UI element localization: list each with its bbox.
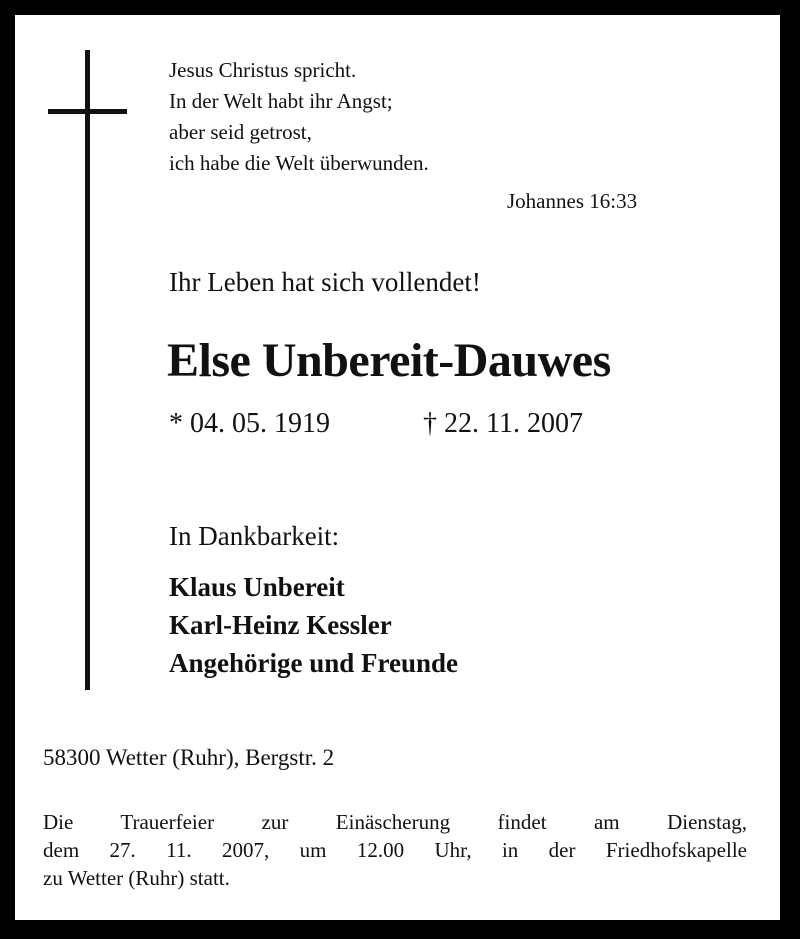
- mourner-name: Karl-Heinz Kessler: [169, 610, 392, 640]
- ceremony-info: [43, 808, 747, 892]
- cross-icon-bar: [48, 109, 127, 114]
- ceremony-line: dem 27. 11. 2007, um 12.00 Uhr, in der Friedhofskapelle: [43, 838, 747, 862]
- deceased-name: Else Unbereit-Dauwes: [167, 334, 611, 387]
- address: 58300 Wetter (Ruhr), Bergstr. 2: [43, 745, 335, 770]
- lead-in-text: Ihr Leben hat sich vollendet!: [169, 267, 481, 297]
- mourner-name: Klaus Unbereit: [169, 572, 345, 602]
- ceremony-line: zu Wetter (Ruhr) statt.: [43, 866, 230, 890]
- obituary-notice: [15, 15, 780, 920]
- mourners-list: [169, 568, 458, 682]
- verse-reference: Johannes 16:33: [507, 189, 638, 213]
- gratitude-heading: In Dankbarkeit:: [169, 521, 340, 551]
- mourner-name: Angehörige und Freunde: [169, 648, 459, 678]
- cross-icon: [85, 50, 90, 690]
- verse-line: ich habe die Welt überwunden.: [169, 151, 429, 175]
- birth-date: * 04. 05. 1919: [169, 408, 330, 439]
- verse-line: In der Welt habt ihr Angst;: [169, 89, 393, 113]
- death-date: † 22. 11. 2007: [423, 408, 583, 439]
- bible-verse: [169, 55, 429, 179]
- verse-line: Jesus Christus spricht.: [169, 58, 357, 82]
- verse-line: aber seid getrost,: [169, 120, 312, 144]
- ceremony-line: Die Trauerfeier zur Einäscherung findet am Dienstag,: [43, 810, 747, 834]
